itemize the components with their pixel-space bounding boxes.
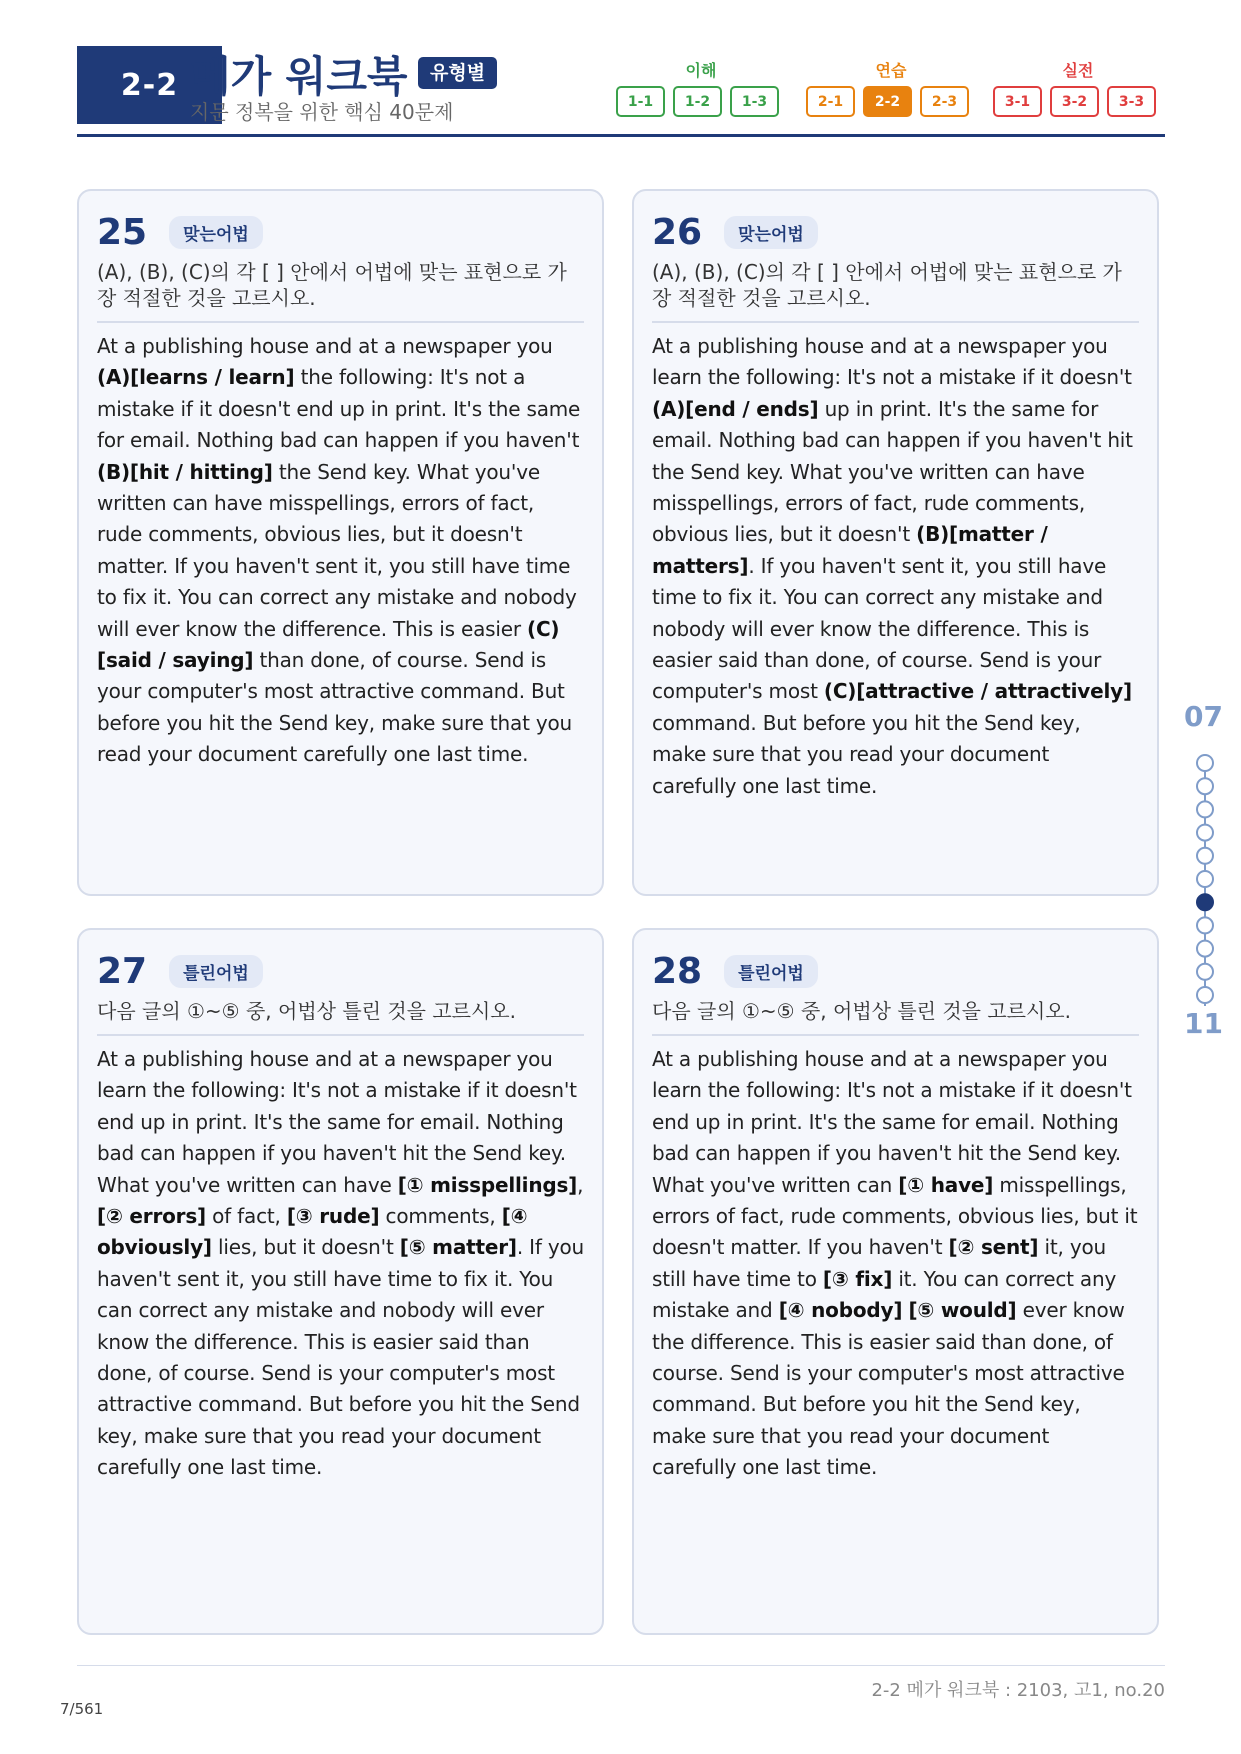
passage-text: . If you haven't sent it, you still have time to fix it. You can correct any mistake and nobody will ever know the difference. This is easier said than done, of course. Send is your computer's most attractive command. But before you hit the Send key, make sure that you read your document carefully one last time. [97, 1235, 584, 1480]
question-type-badge: 맞는어법 [169, 216, 263, 249]
question-number: 25 [97, 211, 148, 253]
level-label: 이해 [685, 61, 717, 80]
chapter-dot[interactable] [1197, 778, 1213, 794]
chapter-dot-active[interactable] [1197, 894, 1213, 910]
question-type-badge: 틀린어법 [169, 955, 263, 988]
passage-text: . If you haven't sent it, you still have time to fix it. You can correct any mistake and nobody will ever know the difference. This is easier said than done, of course. Send is your computer's most [652, 553, 1107, 704]
passage-text: the Send key. What you've written can have misspellings, errors of fact, rude comments, obvious lies, but it doesn't matter. If you haven't sent it, you still have time to fix it. You can correct any mistake and nobody will ever know the difference. This is easier [97, 459, 577, 641]
passage-text: it. You can correct any mistake and [652, 1266, 1117, 1323]
page-title: 메가 워크북 [190, 52, 408, 101]
passage [652, 1044, 1139, 1484]
question-instruction: 다음 글의 ①~⑤ 중, 어법상 틀린 것을 고르시오. [97, 998, 584, 1036]
answer-choice: [① have] [898, 1172, 994, 1197]
answer-choice: [④ nobody] [778, 1298, 903, 1323]
level-button-1-3[interactable]: 1-3 [730, 86, 779, 117]
answer-choice: [⑤ would] [908, 1298, 1017, 1323]
level-label: 연습 [875, 61, 907, 80]
chapter-dot[interactable] [1197, 871, 1213, 887]
passage-text: , [577, 1172, 584, 1197]
passage [97, 331, 584, 771]
question-type-badge: 맞는어법 [724, 216, 818, 249]
chapter-dot[interactable] [1197, 801, 1213, 817]
footer-source: 2-2 메가 워크북 : 2103, 고1, no.20 [871, 1680, 1165, 1701]
answer-choice: (C)[attractive / attractively] [823, 679, 1132, 704]
section-badge: 2-2 [77, 46, 222, 124]
question-type-badge: 틀린어법 [724, 955, 818, 988]
answer-choice: [⑤ matter] [399, 1235, 517, 1260]
level-button-2-1[interactable]: 2-1 [806, 86, 855, 117]
passage [652, 331, 1139, 802]
question-instruction: (A), (B), (C)의 각 [ ] 안에서 어법에 맞는 표현으로 가장 적절한 것을 고르시오. [652, 259, 1139, 323]
answer-choice: [① misspellings] [397, 1172, 578, 1197]
question-card-25 [77, 189, 604, 896]
question-number: 28 [652, 950, 703, 992]
passage-text: At a publishing house and at a newspaper you learn the following: It's not a mistake if it doesn't [652, 334, 1132, 390]
level-button-2-3[interactable]: 2-3 [920, 86, 969, 117]
passage-text: the following: It's not a mistake if it doesn't end up in print. It's the same for email. Nothing bad can happen if you haven't [97, 365, 581, 453]
chapter-dot[interactable] [1197, 917, 1213, 933]
passage-text: than done, of course. Send is your computer's most attractive command. But before you hit the Send key, make sure that you read your document carefully one last time. [97, 648, 573, 767]
passage-text: At a publishing house and at a newspaper you learn the following: It's not a mistake if it doesn't end up in print. It's the same for email. Nothing bad can happen if you haven't hit the Send key. What you've written can [652, 1047, 1132, 1197]
chapter-dot[interactable] [1197, 987, 1213, 1003]
passage-text: up in print. It's the same for email. Nothing bad can happen if you haven't hit the Send key. What you've written can have misspellings, errors of fact, rude comments, obvious lies, but it doesn't [652, 396, 1133, 547]
level-button-2-2[interactable]: 2-2 [863, 86, 912, 117]
page-subtitle: 지문 정복을 위한 핵심 40문제 [190, 100, 454, 124]
question-card-28 [632, 928, 1159, 1635]
chapter-dot[interactable] [1197, 941, 1213, 957]
answer-choice: (B)[hit / hitting] [97, 459, 273, 484]
answer-choice: (A)[learns / learn] [97, 365, 295, 390]
chapter-end-label: 11 [1184, 1007, 1223, 1040]
level-button-3-1[interactable]: 3-1 [993, 86, 1042, 117]
answer-choice: [③ rude] [286, 1204, 380, 1229]
answer-choice: (C)[said / saying] [97, 616, 560, 673]
passage-text: misspellings, errors of fact, rude comments, obvious lies, but it doesn't matter. If you haven't [652, 1172, 1138, 1260]
chapter-start-label: 07 [1184, 700, 1223, 733]
passage-text: At a publishing house and at a newspaper you [97, 334, 553, 358]
type-tag: 유형별 [418, 57, 497, 89]
answer-choice: [③ fix] [822, 1266, 893, 1291]
chapter-dot[interactable] [1197, 848, 1213, 864]
question-number: 27 [97, 950, 148, 992]
level-button-1-2[interactable]: 1-2 [673, 86, 722, 117]
passage-text: At a publishing house and at a newspaper you learn the following: It's not a mistake if it doesn't end up in print. It's the same for email. Nothing bad can happen if you haven't hit the Send key. What you've written can have [97, 1047, 577, 1197]
chapter-dot[interactable] [1197, 825, 1213, 841]
footer-divider [77, 1665, 1165, 1666]
question-card-27 [77, 928, 604, 1635]
page-number: 7/561 [60, 1700, 104, 1718]
passage [97, 1044, 584, 1484]
passage-text: it, you still have time to [652, 1235, 1106, 1291]
question-instruction: (A), (B), (C)의 각 [ ] 안에서 어법에 맞는 표현으로 가장 적절한 것을 고르시오. [97, 259, 584, 323]
question-number: 26 [652, 211, 703, 253]
passage-text: of fact, [205, 1204, 287, 1229]
level-button-3-2[interactable]: 3-2 [1050, 86, 1099, 117]
answer-choice: [④ obviously] [97, 1204, 528, 1260]
passage-text: lies, but it doesn't [211, 1235, 400, 1260]
level-label: 실전 [1062, 61, 1094, 80]
passage-text: command. But before you hit the Send key, make sure that you read your document carefully one last time. [652, 710, 1081, 798]
passage-text: comments, [379, 1204, 502, 1229]
answer-choice: (B)[matter / matters] [652, 522, 1048, 578]
chapter-dot[interactable] [1197, 755, 1213, 771]
passage-text: ever know the difference. This is easier said than done, of course. Send is your computer's most attractive command. But before you hit the Send key, make sure that you read your document carefully one last time. [652, 1298, 1125, 1480]
header-divider [77, 134, 1165, 137]
answer-choice: (A)[end / ends] [652, 396, 819, 421]
chapter-dot[interactable] [1197, 964, 1213, 980]
answer-choice: [② errors] [97, 1204, 206, 1229]
chapter-progress-dots [1194, 752, 1216, 1006]
level-button-3-3[interactable]: 3-3 [1107, 86, 1156, 117]
answer-choice: [② sent] [948, 1235, 1039, 1260]
question-card-26 [632, 189, 1159, 896]
question-instruction: 다음 글의 ①~⑤ 중, 어법상 틀린 것을 고르시오. [652, 998, 1139, 1036]
level-button-1-1[interactable]: 1-1 [616, 86, 665, 117]
